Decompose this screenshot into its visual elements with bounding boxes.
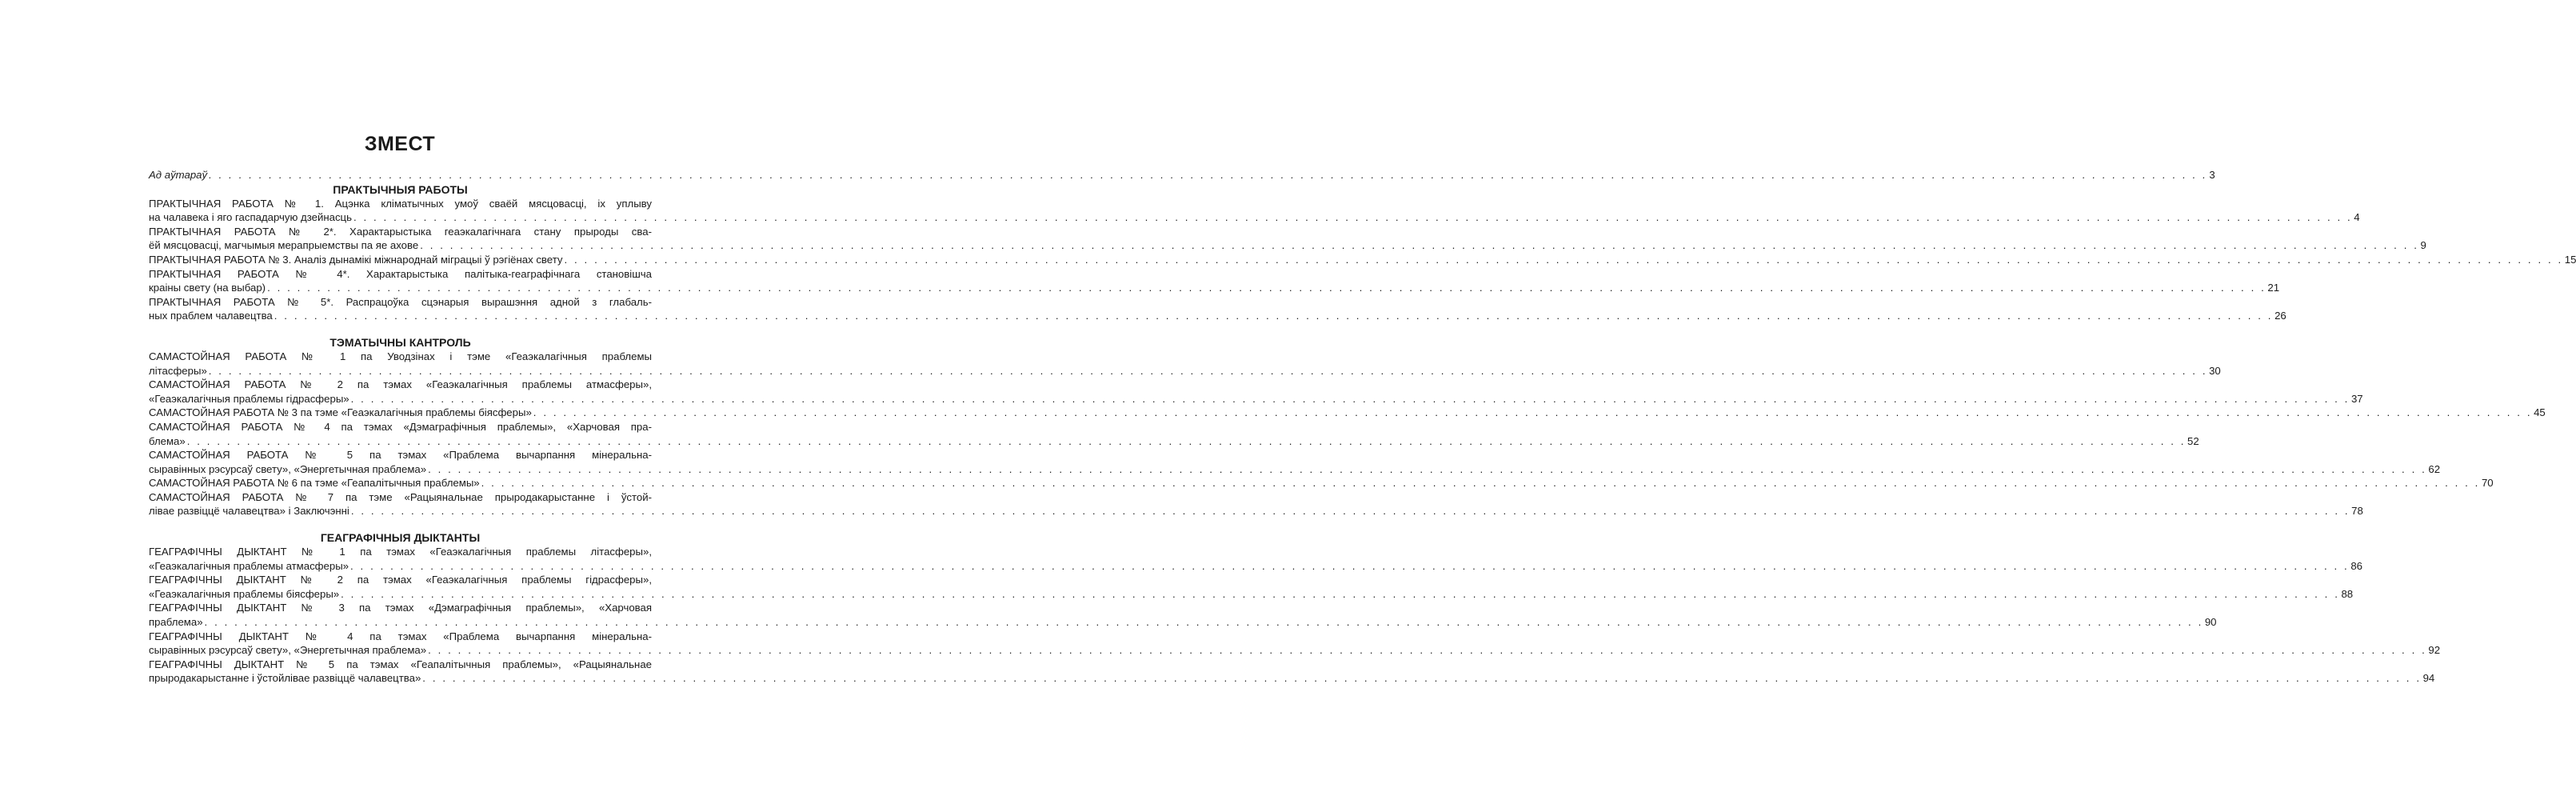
page-number: 94 (2422, 672, 2435, 685)
page-number: 15 (2564, 253, 2576, 266)
toc-line (149, 406, 2546, 420)
dot-leader: . . . . . . . . . . . . . . . . . . . . . . . . . . . . . . . . . . . . . . . . . . . . . . . . . . . . . . . . . . . . . . . . . . . . . . . . . . . . . . . . . . . . . . . . . . . . . . . . . . . . . . . . . . . . . . . . . . . . . . . . . . . . . . . . . . . . . . . . . . . . . . . . . . . . . . . . . . . . . . . . . . . . . . . . . . . . . . . . . . . . . . . . . . . . . . . . . . . . . . . . (353, 211, 2353, 224)
toc-line (149, 309, 2286, 323)
page-title: ЗМЕСТ (364, 133, 436, 155)
page-number: 86 (2350, 559, 2362, 572)
page-number: 4 (2354, 211, 2360, 224)
section-heading: ТЭМАТЫЧНЫ КАНТРОЛЬ (329, 335, 471, 349)
dot-leader: . . . . . . . . . . . . . . . . . . . . . . . . . . . . . . . . . . . . . . . . . . . . . . . . . . . . . . . . . . . . . . . . . . . . . . . . . . . . . . . . . . . . . . . . . . . . . . . . . . . . . . . . . . . . . . . . . . . . . . . . . . . . . . . . . . . . . . . . . . . . . . . . . . . . . . . . . . . . . . . . . . . . . . . . . . . . . . . . . . . . . . . . . . . . . . . . . . . . . . . . (428, 644, 2427, 657)
toc-entry[interactable] (149, 420, 2199, 448)
toc-entry[interactable] (149, 448, 2441, 476)
toc-entry[interactable] (149, 253, 2576, 267)
toc-entry[interactable] (149, 573, 2354, 601)
dot-leader: . . . . . . . . . . . . . . . . . . . . . . . . . . . . . . . . . . . . . . . . . . . . . . . . . . . . . . . . . . . . . . . . . . . . . . . . . . . . . . . . . . . . . . . . . . . . . . . . . . . . . . . . . . . . . . . . . . . . . . . . . . . . . . . . . . . . . . . . . . . . . . . . . . . . . . . . . . . . . . . . . . . . . . . . . . . . . . . . . . . . . . . . . . . . . . . . . . . . . . . . (564, 253, 2563, 266)
toc-line (149, 168, 2215, 182)
toc-entry[interactable] (149, 545, 2362, 573)
page-number: 9 (2420, 239, 2426, 252)
toc-entry-line: САМАСТОЙНАЯ РАБОТА № 5 па тэмах «Праблема вычарпання мінеральна- (149, 449, 652, 462)
toc-entry-line: краіны свету (на выбар) (149, 282, 266, 294)
section-heading: ПРАКТЫЧНЫЯ РАБОТЫ (333, 182, 468, 196)
toc-line (149, 434, 2199, 449)
toc-entry-line: ГЕАГРАФІЧНЫ ДЫКТАНТ № 4 па тэмах «Праблема вычарпання мінеральна- (149, 630, 652, 642)
dot-leader: . . . . . . . . . . . . . . . . . . . . . . . . . . . . . . . . . . . . . . . . . . . . . . . . . . . . . . . . . . . . . . . . . . . . . . . . . . . . . . . . . . . . . . . . . . . . . . . . . . . . . . . . . . . . . . . . . . . . . . . . . . . . . . . . . . . . . . . . . . . . . . . . . . . . . . . . . . . . . . . . . . . . . . . . . . . . . . . . . . . . . . . . . . . . . . . . . . . . . . . . (422, 672, 2422, 685)
toc-entry-line: ПРАКТЫЧНАЯ РАБОТА № 4*. Характарыстыка палітыка-геаграфічнага становішча (149, 267, 652, 280)
page-number: 70 (2481, 477, 2494, 490)
page-number: 37 (2350, 392, 2363, 405)
dot-leader: . . . . . . . . . . . . . . . . . . . . . . . . . . . . . . . . . . . . . . . . . . . . . . . . . . . . . . . . . . . . . . . . . . . . . . . . . . . . . . . . . . . . . . . . . . . . . . . . . . . . . . . . . . . . . . . . . . . . . . . . . . . . . . . . . . . . . . . . . . . . . . . . . . . . . . . . . . . . . . . . . . . . . . . . . . . . . . . . . . . . . . . . . . . . . . . . . . . . . . . . (209, 169, 2208, 181)
toc-entry-line: ПРАКТЫЧНАЯ РАБОТА № 3. Аналіз дынамікі міжнароднай міграцыі ў рэгіёнах свету (149, 253, 563, 266)
toc-entry-line: ных праблем чалавецтва (149, 310, 273, 322)
toc-entry-line: САМАСТОЙНАЯ РАБОТА № 2 па тэмах «Геаэкалагічныя праблемы атмасферы», (149, 378, 652, 391)
page-number: 78 (2351, 505, 2363, 518)
toc-line (149, 615, 2217, 630)
toc-entry-line: літасферы» (149, 364, 207, 377)
toc-line (149, 364, 2221, 378)
toc-entry-line: ПРАКТЫЧНАЯ РАБОТА № 5*. Распрацоўка сцэнарыя вырашэння адной з глабаль- (149, 295, 652, 308)
page-number: 26 (2274, 310, 2286, 322)
toc-entry-line: ГЕАГРАФІЧНЫ ДЫКТАНТ № 1 па тэмах «Геаэкалагічныя праблемы літасферы», (149, 546, 652, 558)
toc-entry-line: прыродакарыстанне і ўстойлівае развіццё чалавецтва» (149, 672, 421, 685)
toc-entry[interactable] (149, 490, 2363, 518)
toc-entry-line: ПРАКТЫЧНАЯ РАБОТА № 2*. Характарыстыка геаэкалагічнага стану прыроды сва- (149, 225, 652, 238)
toc-entry[interactable] (149, 295, 2286, 323)
toc-entry[interactable] (149, 476, 2494, 490)
toc-entry-line: «Геаэкалагічныя праблемы гідрасферы» (149, 392, 349, 405)
dot-leader: . . . . . . . . . . . . . . . . . . . . . . . . . . . . . . . . . . . . . . . . . . . . . . . . . . . . . . . . . . . . . . . . . . . . . . . . . . . . . . . . . . . . . . . . . . . . . . . . . . . . . . . . . . . . . . . . . . . . . . . . . . . . . . . . . . . . . . . . . . . . . . . . . . . . . . . . . . . . . . . . . . . . . . . . . . . . . . . . . . . . . . . . . . . . . . . . . . . . . . . . (420, 239, 2419, 252)
dot-leader: . . . . . . . . . . . . . . . . . . . . . . . . . . . . . . . . . . . . . . . . . . . . . . . . . . . . . . . . . . . . . . . . . . . . . . . . . . . . . . . . . . . . . . . . . . . . . . . . . . . . . . . . . . . . . . . . . . . . . . . . . . . . . . . . . . . . . . . . . . . . . . . . . . . . . . . . . . . . . . . . . . . . . . . . . . . . . . . . . . . . . . . . . . . . . . . . . . . . . . . . (428, 462, 2427, 475)
page-number: 62 (2428, 462, 2441, 475)
dot-leader: . . . . . . . . . . . . . . . . . . . . . . . . . . . . . . . . . . . . . . . . . . . . . . . . . . . . . . . . . . . . . . . . . . . . . . . . . . . . . . . . . . . . . . . . . . . . . . . . . . . . . . . . . . . . . . . . . . . . . . . . . . . . . . . . . . . . . . . . . . . . . . . . . . . . . . . . . . . . . . . . . . . . . . . . . . . . . . . . . . . . . . . . . . . . . . . . . . . . . . . . (350, 559, 2350, 572)
toc-line (149, 504, 2363, 518)
toc-entry-line: САМАСТОЙНАЯ РАБОТА № 1 па Уводзінах і тэме «Геаэкалагічныя праблемы (149, 350, 652, 362)
toc-entry-intro[interactable] (149, 168, 2215, 182)
toc-line (149, 476, 2494, 490)
toc-entry-line: блема» (149, 434, 186, 447)
toc-line (149, 559, 2362, 574)
toc-entry-line: САМАСТОЙНАЯ РАБОТА № 6 па тэме «Геапалітычныя праблемы» (149, 477, 480, 490)
toc-entry-line: ГЕАГРАФІЧНЫ ДЫКТАНТ № 2 па тэмах «Геаэкалагічныя праблемы гідрасферы», (149, 574, 652, 586)
section-heading: ГЕАГРАФІЧНЫЯ ДЫКТАНТЫ (320, 531, 481, 545)
page-number: 3 (2209, 169, 2215, 181)
toc-entry[interactable] (149, 406, 2546, 420)
toc-entry-line: лівае развіццё чалавецтва» і Заключэнні (149, 505, 349, 518)
toc-entry-text: Ад аўтараў (149, 169, 208, 181)
toc-line (149, 210, 2360, 225)
toc-entry-line: ГЕАГРАФІЧНЫ ДЫКТАНТ № 5 па тэмах «Геапалітычныя праблемы», «Рацыянальнае (149, 658, 652, 670)
dot-leader: . . . . . . . . . . . . . . . . . . . . . . . . . . . . . . . . . . . . . . . . . . . . . . . . . . . . . . . . . . . . . . . . . . . . . . . . . . . . . . . . . . . . . . . . . . . . . . . . . . . . . . . . . . . . . . . . . . . . . . . . . . . . . . . . . . . . . . . . . . . . . . . . . . . . . . . . . . . . . . . . . . . . . . . . . . . . . . . . . . . . . . . . . . . . . . . . . . . . . . . . (204, 616, 2203, 629)
toc-line (149, 238, 2426, 253)
page-number: 30 (2209, 364, 2221, 377)
page-number: 88 (2341, 587, 2354, 600)
dot-leader: . . . . . . . . . . . . . . . . . . . . . . . . . . . . . . . . . . . . . . . . . . . . . . . . . . . . . . . . . . . . . . . . . . . . . . . . . . . . . . . . . . . . . . . . . . . . . . . . . . . . . . . . . . . . . . . . . . . . . . . . . . . . . . . . . . . . . . . . . . . . . . . . . . . . . . . . . . . . . . . . . . . . . . . . . . . . . . . . . . . . . . . . . . . . . . . . . . . . . . . . (350, 505, 2350, 518)
toc-entry[interactable] (149, 350, 2221, 378)
toc-line (149, 462, 2441, 477)
toc-line (149, 392, 2363, 406)
page-number: 52 (2187, 434, 2199, 447)
toc-entry-line: «Геаэкалагічныя праблемы біясферы» (149, 587, 340, 600)
table-of-contents (149, 168, 2576, 686)
page-number: 90 (2204, 616, 2217, 629)
toc-entry-line: сыравінных рэсурсаў свету», «Энергетычная праблема» (149, 644, 427, 657)
dot-leader: . . . . . . . . . . . . . . . . . . . . . . . . . . . . . . . . . . . . . . . . . . . . . . . . . . . . . . . . . . . . . . . . . . . . . . . . . . . . . . . . . . . . . . . . . . . . . . . . . . . . . . . . . . . . . . . . . . . . . . . . . . . . . . . . . . . . . . . . . . . . . . . . . . . . . . . . . . . . . . . . . . . . . . . . . . . . . . . . . . . . . . . . . . . . . . . . . . . . . . . . (186, 434, 2187, 447)
toc-line (149, 671, 2435, 686)
dot-leader: . . . . . . . . . . . . . . . . . . . . . . . . . . . . . . . . . . . . . . . . . . . . . . . . . . . . . . . . . . . . . . . . . . . . . . . . . . . . . . . . . . . . . . . . . . . . . . . . . . . . . . . . . . . . . . . . . . . . . . . . . . . . . . . . . . . . . . . . . . . . . . . . . . . . . . . . . . . . . . . . . . . . . . . . . . . . . . . . . . . . . . . . . . . . . . . . . . . . . . . . (533, 406, 2533, 419)
toc-entry[interactable] (149, 225, 2426, 253)
toc-entry-line: САМАСТОЙНАЯ РАБОТА № 4 па тэмах «Дэмаграфічныя праблемы», «Харчовая пра- (149, 420, 652, 433)
dot-leader: . . . . . . . . . . . . . . . . . . . . . . . . . . . . . . . . . . . . . . . . . . . . . . . . . . . . . . . . . . . . . . . . . . . . . . . . . . . . . . . . . . . . . . . . . . . . . . . . . . . . . . . . . . . . . . . . . . . . . . . . . . . . . . . . . . . . . . . . . . . . . . . . . . . . . . . . . . . . . . . . . . . . . . . . . . . . . . . . . . . . . . . . . . . . . . . . . . . . . . . . (341, 587, 2340, 600)
toc-line (149, 281, 2280, 295)
dot-leader: . . . . . . . . . . . . . . . . . . . . . . . . . . . . . . . . . . . . . . . . . . . . . . . . . . . . . . . . . . . . . . . . . . . . . . . . . . . . . . . . . . . . . . . . . . . . . . . . . . . . . . . . . . . . . . . . . . . . . . . . . . . . . . . . . . . . . . . . . . . . . . . . . . . . . . . . . . . . . . . . . . . . . . . . . . . . . . . . . . . . . . . . . . . . . . . . . . . . . . . . (481, 477, 2480, 490)
page-number: 45 (2534, 406, 2546, 419)
toc-entry-line: на чалавека і яго гаспадарчую дзейнасць (149, 211, 352, 224)
toc-entry-line: ПРАКТЫЧНАЯ РАБОТА № 1. Ацэнка кліматычных умоў сваёй мясцовасці, іх уплыву (149, 197, 652, 210)
page-number: 21 (2267, 282, 2280, 294)
toc-entry[interactable] (149, 601, 2217, 629)
page-number: 92 (2428, 644, 2441, 657)
toc-entry[interactable] (149, 658, 2435, 686)
dot-leader: . . . . . . . . . . . . . . . . . . . . . . . . . . . . . . . . . . . . . . . . . . . . . . . . . . . . . . . . . . . . . . . . . . . . . . . . . . . . . . . . . . . . . . . . . . . . . . . . . . . . . . . . . . . . . . . . . . . . . . . . . . . . . . . . . . . . . . . . . . . . . . . . . . . . . . . . . . . . . . . . . . . . . . . . . . . . . . . . . . . . . . . . . . . . . . . . . . . . . . . . (350, 392, 2350, 405)
toc-entry-line: САМАСТОЙНАЯ РАБОТА № 7 па тэме «Рацыянальнае прыродакарыстанне і ўстой- (149, 490, 652, 503)
dot-leader: . . . . . . . . . . . . . . . . . . . . . . . . . . . . . . . . . . . . . . . . . . . . . . . . . . . . . . . . . . . . . . . . . . . . . . . . . . . . . . . . . . . . . . . . . . . . . . . . . . . . . . . . . . . . . . . . . . . . . . . . . . . . . . . . . . . . . . . . . . . . . . . . . . . . . . . . . . . . . . . . . . . . . . . . . . . . . . . . . . . . . . . . . . . . . . . . . . . . . . . . (274, 310, 2274, 322)
toc-line (149, 253, 2576, 267)
toc-entry-line: «Геаэкалагічныя праблемы атмасферы» (149, 559, 349, 572)
toc-entry-line: САМАСТОЙНАЯ РАБОТА № 3 па тэме «Геаэкалагічныя праблемы біясферы» (149, 406, 532, 419)
toc-entry[interactable] (149, 197, 2360, 225)
toc-entry-line: сыравінных рэсурсаў свету», «Энергетычная праблема» (149, 462, 427, 475)
toc-entry[interactable] (149, 378, 2363, 406)
toc-entry-line: праблема» (149, 616, 203, 629)
dot-leader: . . . . . . . . . . . . . . . . . . . . . . . . . . . . . . . . . . . . . . . . . . . . . . . . . . . . . . . . . . . . . . . . . . . . . . . . . . . . . . . . . . . . . . . . . . . . . . . . . . . . . . . . . . . . . . . . . . . . . . . . . . . . . . . . . . . . . . . . . . . . . . . . . . . . . . . . . . . . . . . . . . . . . . . . . . . . . . . . . . . . . . . . . . . . . . . . . . . . . . . . (267, 282, 2266, 294)
toc-entry-line: ёй мясцовасці, магчымыя мерапрыемствы па яе ахове (149, 239, 419, 252)
toc-entry[interactable] (149, 267, 2280, 295)
toc-entry-line: ГЕАГРАФІЧНЫ ДЫКТАНТ № 3 па тэмах «Дэмаграфічныя праблемы», «Харчовая (149, 602, 652, 614)
toc-line (149, 587, 2354, 602)
dot-leader: . . . . . . . . . . . . . . . . . . . . . . . . . . . . . . . . . . . . . . . . . . . . . . . . . . . . . . . . . . . . . . . . . . . . . . . . . . . . . . . . . . . . . . . . . . . . . . . . . . . . . . . . . . . . . . . . . . . . . . . . . . . . . . . . . . . . . . . . . . . . . . . . . . . . . . . . . . . . . . . . . . . . . . . . . . . . . . . . . . . . . . . . . . . . . . . . . . . . . . . . (208, 364, 2208, 377)
toc-line (149, 643, 2441, 658)
toc-entry[interactable] (149, 630, 2441, 658)
